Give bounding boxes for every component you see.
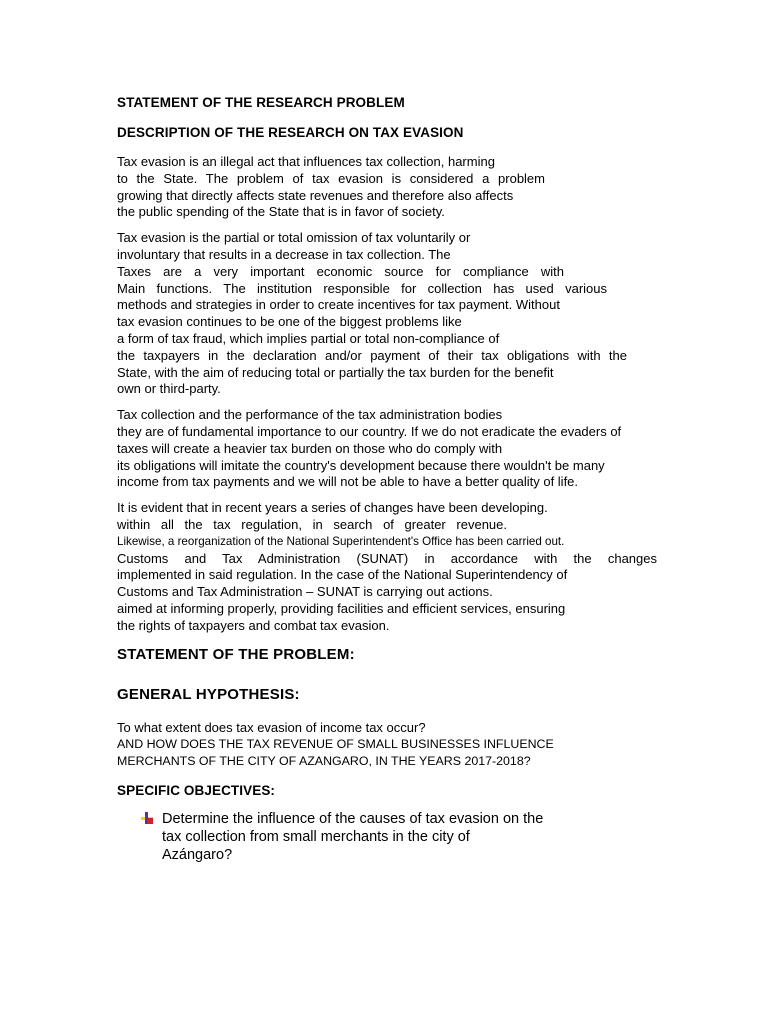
hypothesis-caps-line: AND HOW DOES THE TAX REVENUE OF SMALL BUSINESSES INFLUENCE — [117, 737, 554, 752]
text-line: Tax collection and the performance of the tax administration bodies — [117, 407, 503, 423]
heading-general-hypothesis: GENERAL HYPOTHESIS: — [117, 685, 300, 703]
text-line: Tax evasion is the partial or total omission of tax voluntarily or — [117, 230, 471, 246]
text-line: methods and strategies in order to create incentives for tax payment. Without — [117, 297, 560, 313]
text-line: implemented in said regulation. In the case of the National Superintendency of — [117, 567, 568, 583]
text-line: Main functions. The institution responsible for collection has used various — [117, 280, 607, 296]
paragraph-1 — [117, 154, 662, 221]
heading-specific-objectives: SPECIFIC OBJECTIVES: — [117, 782, 276, 798]
text-line: taxes will create a heavier tax burden on those who do comply with — [117, 440, 503, 456]
text-line: Likewise, a reorganization of the National Superintendent's Office has been carried out. — [117, 534, 565, 548]
objective-line: Azángaro? — [162, 846, 233, 863]
text-line: own or third-party. — [117, 381, 221, 397]
text-line: the taxpayers in the declaration and/or payment of their tax obligations with the — [117, 347, 627, 363]
hypothesis-caps-line: MERCHANTS OF THE CITY OF AZANGARO, IN THE YEARS 2017-2018? — [117, 754, 531, 769]
objective-line: tax collection from small merchants in the city of — [162, 828, 470, 845]
document-page — [117, 94, 662, 864]
paragraph-4 — [117, 500, 662, 634]
text-line: within all the tax regulation, in search of greater revenue. — [117, 516, 507, 532]
text-line: Customs and Tax Administration – SUNAT is carrying out actions. — [117, 584, 493, 600]
paragraph-2 — [117, 230, 662, 398]
text-line: tax evasion continues to be one of the biggest problems like — [117, 314, 462, 330]
text-line: It is evident that in recent years a series of changes have been developing. — [117, 500, 548, 516]
arrow-bullet-icon — [141, 812, 153, 824]
hypothesis-question: To what extent does tax evasion of income tax occur? — [117, 719, 426, 735]
paragraph-3 — [117, 407, 662, 491]
objective-line: Determine the influence of the causes of tax evasion on the — [162, 810, 544, 827]
text-line: income from tax payments and we will not be able to have a better quality of life. — [117, 474, 579, 490]
text-line: State, with the aim of reducing total or partially the tax burden for the benefit — [117, 364, 554, 380]
text-line: to the State. The problem of tax evasion is considered a problem — [117, 170, 545, 186]
text-line: a form of tax fraud, which implies partial or total non-compliance of — [117, 330, 500, 346]
text-line: Tax evasion is an illegal act that influences tax collection, harming — [117, 154, 495, 169]
text-line: the public spending of the State that is in favor of society. — [117, 204, 445, 220]
text-line: Taxes are a very important economic source for compliance with — [117, 263, 564, 279]
text-line: the rights of taxpayers and combat tax evasion. — [117, 617, 390, 633]
text-line: involuntary that results in a decrease in tax collection. The — [117, 246, 451, 262]
heading-description: DESCRIPTION OF THE RESEARCH ON TAX EVASION — [117, 125, 464, 140]
hypothesis-block — [117, 720, 662, 770]
text-line: Customs and Tax Administration (SUNAT) in accordance with the changes — [117, 550, 657, 566]
heading-statement-of-problem: STATEMENT OF THE PROBLEM: — [117, 645, 355, 663]
objective-list-item — [117, 810, 662, 864]
text-line: its obligations will imitate the country's development because there wouldn't be many — [117, 457, 605, 473]
text-line: growing that directly affects state revenues and therefore also affects — [117, 187, 514, 203]
heading-research-problem: STATEMENT OF THE RESEARCH PROBLEM — [117, 95, 405, 110]
text-line: they are of fundamental importance to our country. If we do not eradicate the evaders of — [117, 423, 622, 439]
text-line: aimed at informing properly, providing facilities and efficient services, ensuring — [117, 600, 566, 616]
